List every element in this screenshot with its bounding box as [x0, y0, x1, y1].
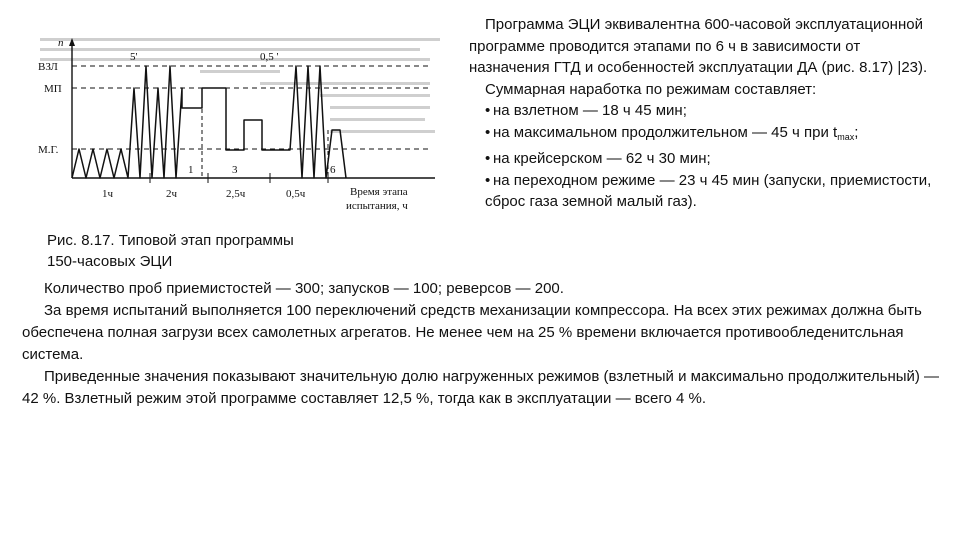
- bullet-dot: •: [485, 123, 491, 141]
- y-level-mp: МП: [44, 83, 62, 95]
- switching-paragraph: За время испытаний выполняется 100 переключений средств механизации компрессора. На всех этих режимах должна быть обеспечена полная загрузи всех самолетных агрегатов. Не менее чем на 25 % времени включается противообледенитсльная система.: [22, 302, 922, 363]
- bullet-max-continuous: [469, 122, 939, 149]
- tests-count-paragraph: Количество проб приемистостей — 300; запусков — 100; реверсов — 200.: [44, 280, 564, 297]
- peak-label-05: 0,5 ': [260, 51, 279, 63]
- faint-background-text: [40, 38, 440, 133]
- bullet-max-end: ;: [854, 123, 859, 141]
- point-label-6: 6: [330, 164, 336, 176]
- point-label-1: 1: [188, 164, 194, 176]
- x-axis-label-line2: испытания, ч: [346, 200, 408, 212]
- peak-label-5: 5': [130, 51, 138, 63]
- operating-time-intro: Суммарная наработка по режимам составляет:: [485, 80, 817, 98]
- bullet-dot: •: [485, 150, 491, 167]
- t-max-subscript: max: [837, 131, 855, 142]
- bullet-takeoff: [469, 100, 939, 122]
- bullet-dot: •: [485, 102, 491, 119]
- bullet-transient: [469, 170, 939, 213]
- test-stage-chart: [30, 30, 445, 225]
- y-level-vzl: ВЗЛ: [38, 61, 58, 73]
- bottom-text-block: [22, 278, 942, 410]
- figure-caption: [47, 230, 377, 272]
- bullet-takeoff-text: на взлетном — 18 ч 45 мин;: [493, 102, 687, 119]
- conclusion-paragraph: Приведенные значения показывают значительную долю нагруженных режимов (взлетный и максимально продолжительный) — 42 %. Взлетный режим этой программе составляет 12,5 %, тогда как в эксплуатации — всего 4 %.: [22, 368, 940, 407]
- caption-line-1: Рис. 8.17. Типовой этап программы: [47, 232, 294, 249]
- bullet-transient-text: на переходном режиме — 23 ч 45 мин (запуски, приемистости, сброс газа земной малый газ).: [485, 171, 932, 210]
- y-level-mg: М.Г.: [38, 144, 59, 156]
- y-axis-symbol: n: [58, 37, 64, 49]
- bullet-dot: •: [485, 171, 491, 189]
- bullet-max-text: на максимальном продолжительном — 45 ч при t: [493, 123, 838, 141]
- x-tick-label-2: 2ч: [166, 188, 178, 200]
- program-description: Программа ЭЦИ эквивалентна 600-часовой эксплуатационной программе проводится этапами по 6 ч в зависимости от назначения ГТД и особенностей эксплуатации ДА (рис. 8.17) |23).: [469, 16, 928, 76]
- caption-line-2: 150-часовых ЭЦИ: [47, 253, 173, 270]
- x-axis-label-line1: Время этапа: [350, 186, 408, 198]
- right-text-column: [469, 14, 939, 213]
- bullet-cruise: [469, 148, 939, 170]
- chart-svg: [30, 30, 445, 225]
- x-tick-label-1: 1ч: [102, 188, 114, 200]
- point-label-3: 3: [232, 164, 238, 176]
- x-tick-label-3: 2,5ч: [226, 188, 246, 200]
- bullet-cruise-text: на крейсерском — 62 ч 30 мин;: [493, 150, 711, 167]
- x-tick-label-4: 0,5ч: [286, 188, 306, 200]
